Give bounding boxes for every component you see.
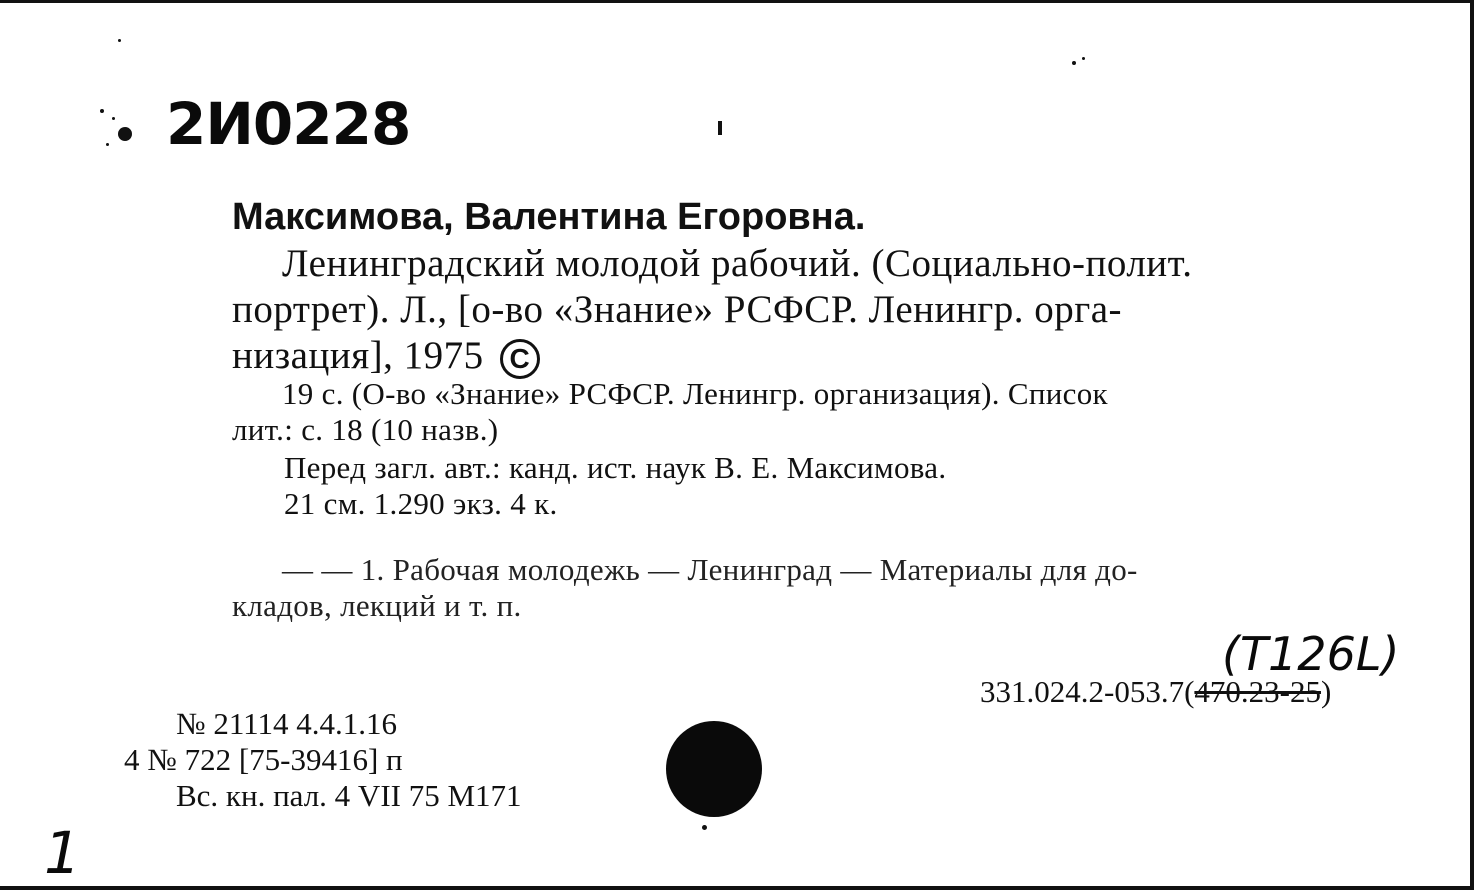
small-dot — [702, 825, 707, 830]
size-line: 21 см. 1.290 экз. 4 к. — [284, 486, 558, 521]
subject-line-2: кладов, лекций и т. п. — [232, 588, 522, 623]
udc-index: 331.024.2-053.7 — [980, 674, 1185, 709]
registration-line-2: 4 № 722 [75-39416] п — [124, 742, 403, 777]
black-circle-mark — [666, 721, 762, 817]
title-line-2: портрет). Л., [о-во «Знание» РСФСР. Ленингр. орга- — [232, 288, 1123, 331]
note-line: Перед загл. авт.: канд. ист. наук В. Е. Максимова. — [284, 450, 947, 485]
classification-line: 331.024.2-053.7(470.23-25) — [980, 674, 1332, 709]
subject-line-1: — — 1. Рабочая молодежь — Ленинград — Материалы для до- — [282, 552, 1138, 587]
collation-line-1: 19 с. (О-во «Знание» РСФСР. Ленингр. организация). Список — [282, 376, 1108, 411]
title-line-1: Ленинградский молодой рабочий. (Социально-полит. — [282, 242, 1193, 285]
registration-line-1: № 21114 4.4.1.16 — [176, 706, 398, 741]
call-number: 2И0228 — [166, 90, 411, 158]
stray-mark — [718, 121, 722, 135]
collation-line-2: лит.: с. 18 (10 назв.) — [232, 412, 499, 447]
title-line-3-text: низация], 1975 — [232, 334, 484, 377]
marker-specks — [92, 99, 142, 159]
author-heading: Максимова, Валентина Егоровна. — [232, 196, 866, 238]
handwritten-number: 1 — [44, 819, 81, 887]
copyright-icon: C — [500, 339, 540, 379]
bbk-index-struck: 470.23-25 — [1194, 674, 1321, 709]
title-line-3 — [232, 333, 540, 379]
registration-line-3: Вс. кн. пал. 4 VII 75 М171 — [176, 778, 522, 813]
handwritten-code: (Т126L) — [1222, 627, 1400, 681]
